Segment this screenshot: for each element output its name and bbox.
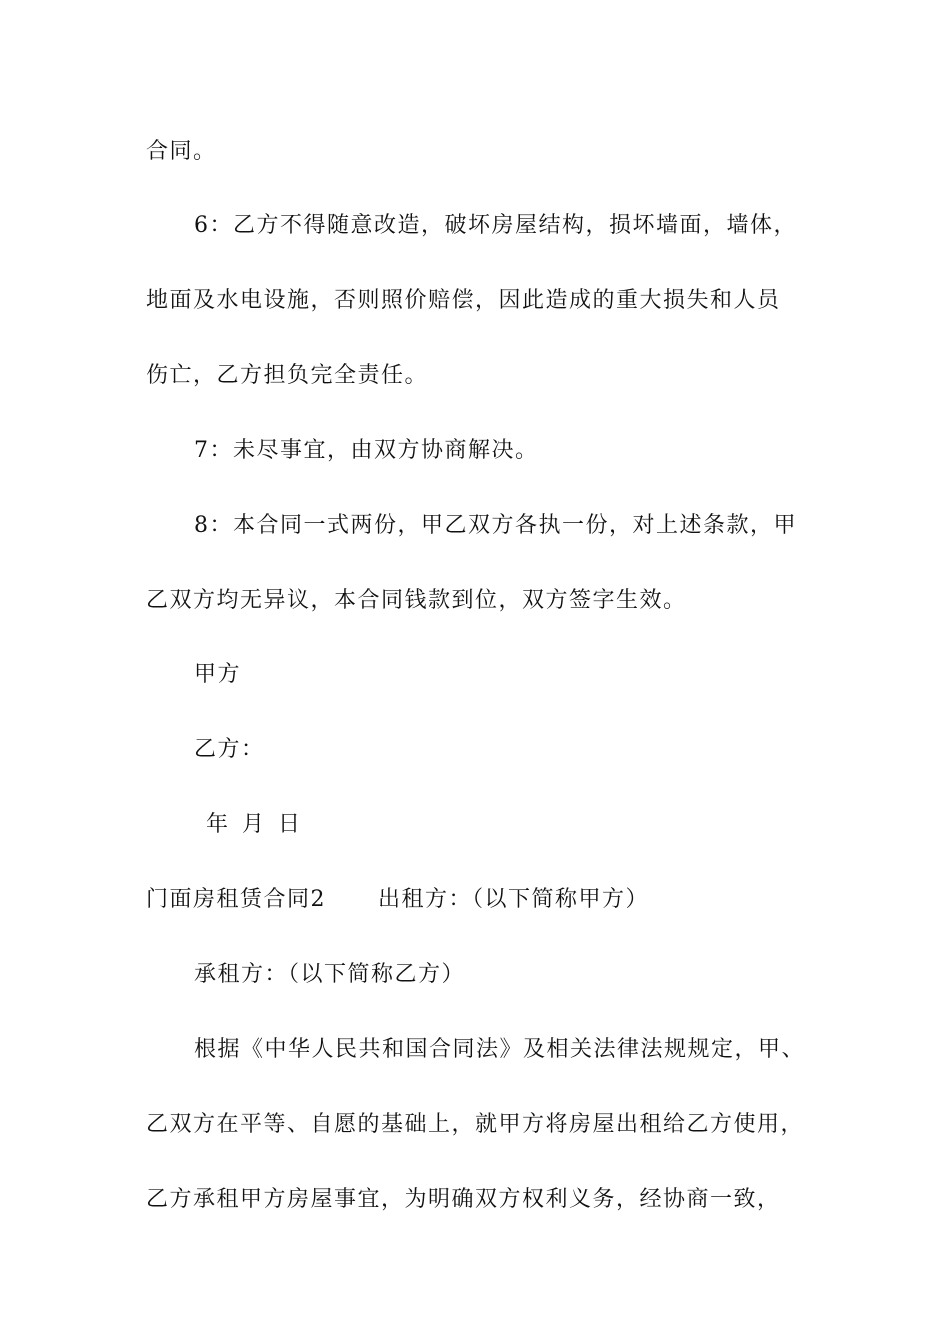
party-b-signature: 乙方： xyxy=(194,737,265,762)
party-a-signature: 甲方 xyxy=(194,662,242,687)
clause-8-line-2: 乙双方均无异议，本合同钱款到位，双方签字生效。 xyxy=(146,588,687,613)
lessee-line: 承租方：（以下简称乙方） xyxy=(194,962,466,987)
contract-title: 门面房租赁合同2 xyxy=(146,887,326,912)
preamble-line-2: 乙双方在平等、自愿的基础上，就甲方将房屋出租给乙方使用， xyxy=(146,1112,805,1137)
clause-6-line-2: 地面及水电设施，否则照价赔偿，因此造成的重大损失和人员 xyxy=(146,288,781,313)
lessor-line: 出租方：（以下简称甲方） xyxy=(378,887,650,912)
clause-6-line-1: 6：乙方不得随意改造，破坏房屋结构，损坏墙面，墙体， xyxy=(194,213,797,238)
text-line: 合同。 xyxy=(146,139,217,164)
clause-8-line-1: 8：本合同一式两份，甲乙双方各执一份，对上述条款，甲 xyxy=(194,513,797,538)
clause-7: 7：未尽事宜，由双方协商解决。 xyxy=(194,438,539,463)
signature-date: 年 月 日 xyxy=(206,812,302,837)
preamble-line-3: 乙方承租甲方房屋事宜，为明确双方权利义务，经协商一致， xyxy=(146,1187,781,1212)
clause-6-line-3: 伤亡，乙方担负完全责任。 xyxy=(146,363,429,388)
preamble-line-1: 根据《中华人民共和国合同法》及相关法律法规规定，甲、 xyxy=(194,1037,806,1062)
